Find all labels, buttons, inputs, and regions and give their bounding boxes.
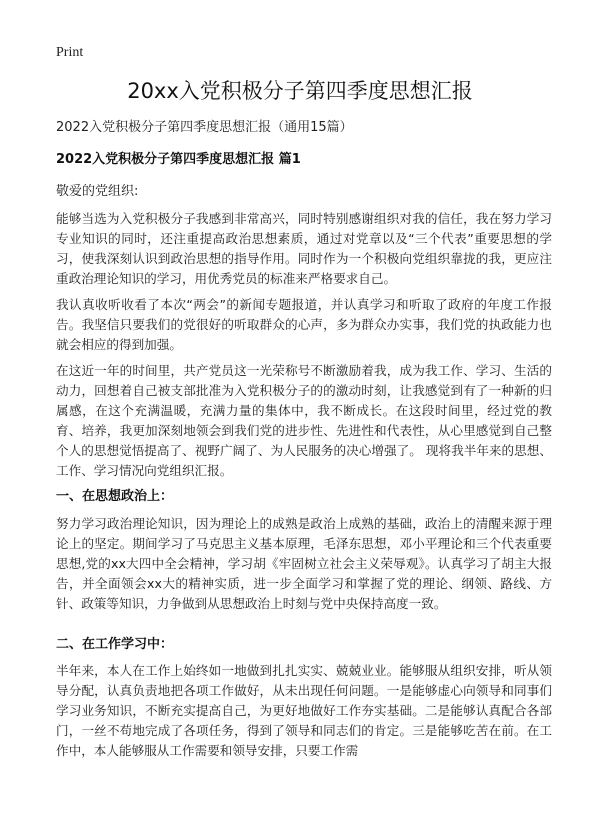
print-link[interactable]: Print — [56, 45, 84, 60]
document-title: 20xx入党积极分子第四季度思想汇报 — [127, 79, 473, 103]
section-title: 2022入党积极分子第四季度思想汇报 篇1 — [56, 152, 301, 167]
document-subtitle: 2022入党积极分子第四季度思想汇报（通用15篇） — [56, 120, 353, 135]
paragraph: 能够当选为入党积极分子我感到非常高兴，同时特别感谢组织对我的信任，我在努力学习专业知识的同时，还注重提高政治思想素质，通过对党章以及“三个代表”重要思想的学习，使我深刻认识到政治思想的指导作用。同时作为一个积极向党组织靠拢的我，更应注重政治理论知识的学习，用优秀党员的标准来严格要求自己。 — [56, 211, 552, 286]
paragraph: 在这近一年的时间里，共产党员这一光荣称号不断激励着我，成为我工作、学习、生活的动力，回想着自己被支部批准为入党积极分子的的激动时刻，让我感觉到有了一种新的归属感，在这个充满温暖，充满力量的集体中，我不断成长。在这段时间里，经过党的教育、培养，我更加深刻地领会到我们党的进步性、先进性和代表性，从心里感觉到自己整个人的思想觉悟提高了、视野广阔了、为人民服务的决心增强了。 现将我半年来的思想、工作、学习情况向党组织汇报。 — [56, 363, 552, 478]
paragraph: 半年来，本人在工作上始终如一地做到扎扎实实、兢兢业业。能够服从组织安排，听从领导分配，认真负责地把各项工作做好，从未出现任何问题。一是能够虚心向领导和同事们学习业务知识，不断充实提高自己，为更好地做好工作夯实基础。二是能够认真配合各部门，一丝不苟地完成了各项任务，得到了领导和同志们的肯定。三是能够吃苦在前。在工作中，本人能够服从工作需要和领导安排，只要工作需 — [56, 663, 552, 758]
heading-political-thought: 一、在思想政治上： — [56, 489, 174, 504]
paragraph: 努力学习政治理论知识，因为理论上的成熟是政治上成熟的基础，政治上的清醒来源于理论上的坚定。期间学习了马克思主义基本原理，毛泽东思想，邓小平理论和三个代表重要思想,党的xx大四中全会精神，学习胡《牢固树立社会主义荣辱观》。认真学习了胡主大报告，并全面领会xx大的精神实质，进一步全面学习和掌握了党的理论、纲领、路线、方针、政策等知识，力争做到从思想政治上时刻与党中央保持高度一致。 — [56, 516, 552, 611]
heading-work-study: 二、在工作学习中： — [56, 637, 174, 652]
greeting: 敬爱的党组织: — [56, 184, 139, 199]
paragraph: 我认真收听收看了本次“两会”的新闻专题报道，并认真学习和听取了政府的年度工作报告。我坚信只要我们的党很好的听取群众的心声，多为群众办实事，我们党的执政能力也就会相应的得到加强。 — [56, 297, 552, 352]
